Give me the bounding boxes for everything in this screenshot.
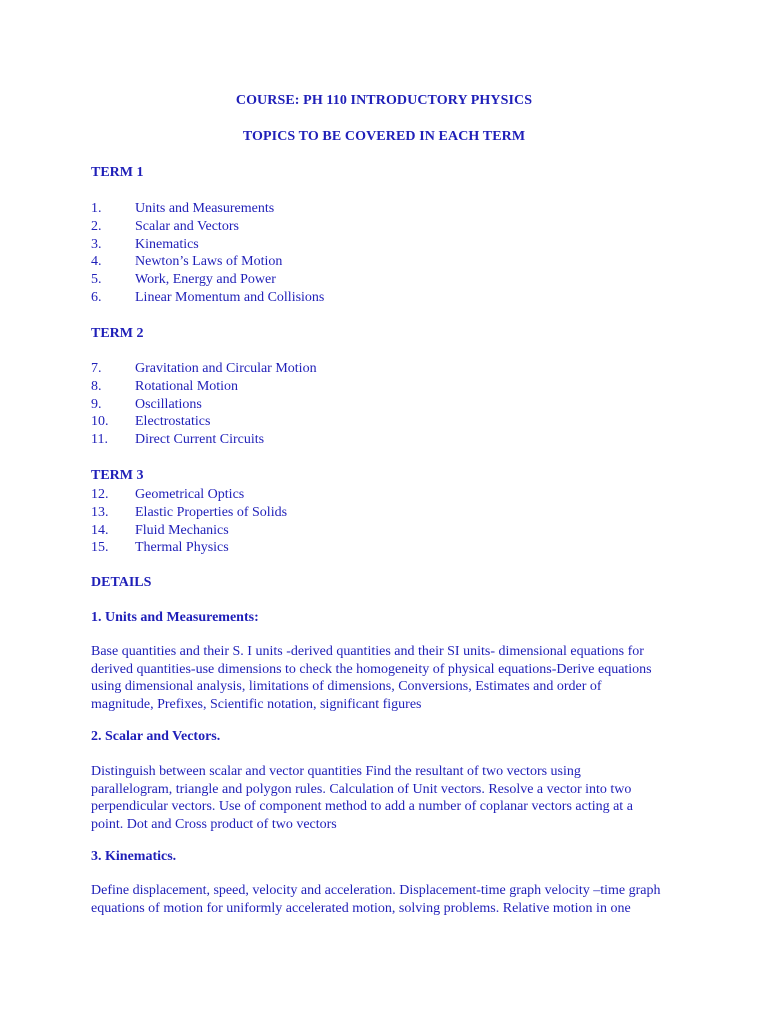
paragraph-line: equations of motion for uniformly accelerated motion, solving problems. Relative motion in one xyxy=(91,900,631,916)
paragraph-line: magnitude, Prefixes, Scientific notation, significant figures xyxy=(91,696,422,712)
topic-item: 15. Thermal Physics xyxy=(91,540,229,556)
details-heading: DETAILS xyxy=(91,575,152,590)
paragraph-line: parallelogram, triangle and polygon rules. Calculation of Unit vectors. Resolve a vector into two xyxy=(91,781,632,797)
term-3-heading: TERM 3 xyxy=(91,468,144,483)
paragraph-line: Define displacement, speed, velocity and acceleration. Displacement-time graph velocity –time graph xyxy=(91,883,661,898)
section-3-heading: 3. Kinematics. xyxy=(91,849,177,864)
term-2-heading: TERM 2 xyxy=(91,326,144,341)
topics-subtitle: TOPICS TO BE COVERED IN EACH TERM xyxy=(242,129,526,144)
topic-item: 6. Linear Momentum and Collisions xyxy=(91,289,325,305)
topic-item: 7. Gravitation and Circular Motion xyxy=(91,361,317,376)
course-title: COURSE: PH 110 INTRODUCTORY PHYSICS xyxy=(235,93,533,108)
topic-item: 4. Newton’s Laws of Motion xyxy=(91,254,283,270)
topic-item: 13. Elastic Properties of Solids xyxy=(91,504,288,520)
paragraph-line: Distinguish between scalar and vector quantities Find the resultant of two vectors using xyxy=(91,764,581,779)
term-3-topic-list xyxy=(91,486,287,557)
topic-item: 1. Units and Measurements xyxy=(91,201,275,216)
topic-item: 5. Work, Energy and Power xyxy=(91,272,276,288)
section-1-heading: 1. Units and Measurements: xyxy=(91,610,259,625)
paragraph-line: using dimensional analysis, limitations of dimensions, Conversions, Estimates and order of xyxy=(91,679,602,695)
paragraph-line: point. Dot and Cross product of two vectors xyxy=(91,816,337,832)
topic-item: 2. Scalar and Vectors xyxy=(91,218,239,234)
term-2-topic-list xyxy=(91,360,317,449)
paragraph-line: derived quantities-use dimensions to check the homogeneity of physical equations-Derive equations xyxy=(91,661,652,677)
topic-item: 14. Fluid Mechanics xyxy=(91,522,229,538)
topic-item: 12. Geometrical Optics xyxy=(91,487,245,502)
topic-item: 11. Direct Current Circuits xyxy=(91,432,265,448)
term-1-topic-list xyxy=(91,200,324,307)
paragraph-line: Base quantities and their S. I units -derived quantities and their SI units- dimensional equations for xyxy=(91,644,644,659)
section-3-body xyxy=(91,882,691,917)
topic-item: 9. Oscillations xyxy=(91,396,202,412)
topic-item: 3. Kinematics xyxy=(91,236,199,252)
topic-item: 10. Electrostatics xyxy=(91,414,211,430)
section-2-heading: 2. Scalar and Vectors. xyxy=(91,729,221,744)
term-1-heading: TERM 1 xyxy=(91,165,144,180)
topic-item: 8. Rotational Motion xyxy=(91,378,239,394)
section-1-body xyxy=(91,643,691,713)
section-2-body xyxy=(91,763,691,833)
paragraph-line: perpendicular vectors. Use of component method to add a number of coplanar vectors acting at a xyxy=(91,799,633,815)
